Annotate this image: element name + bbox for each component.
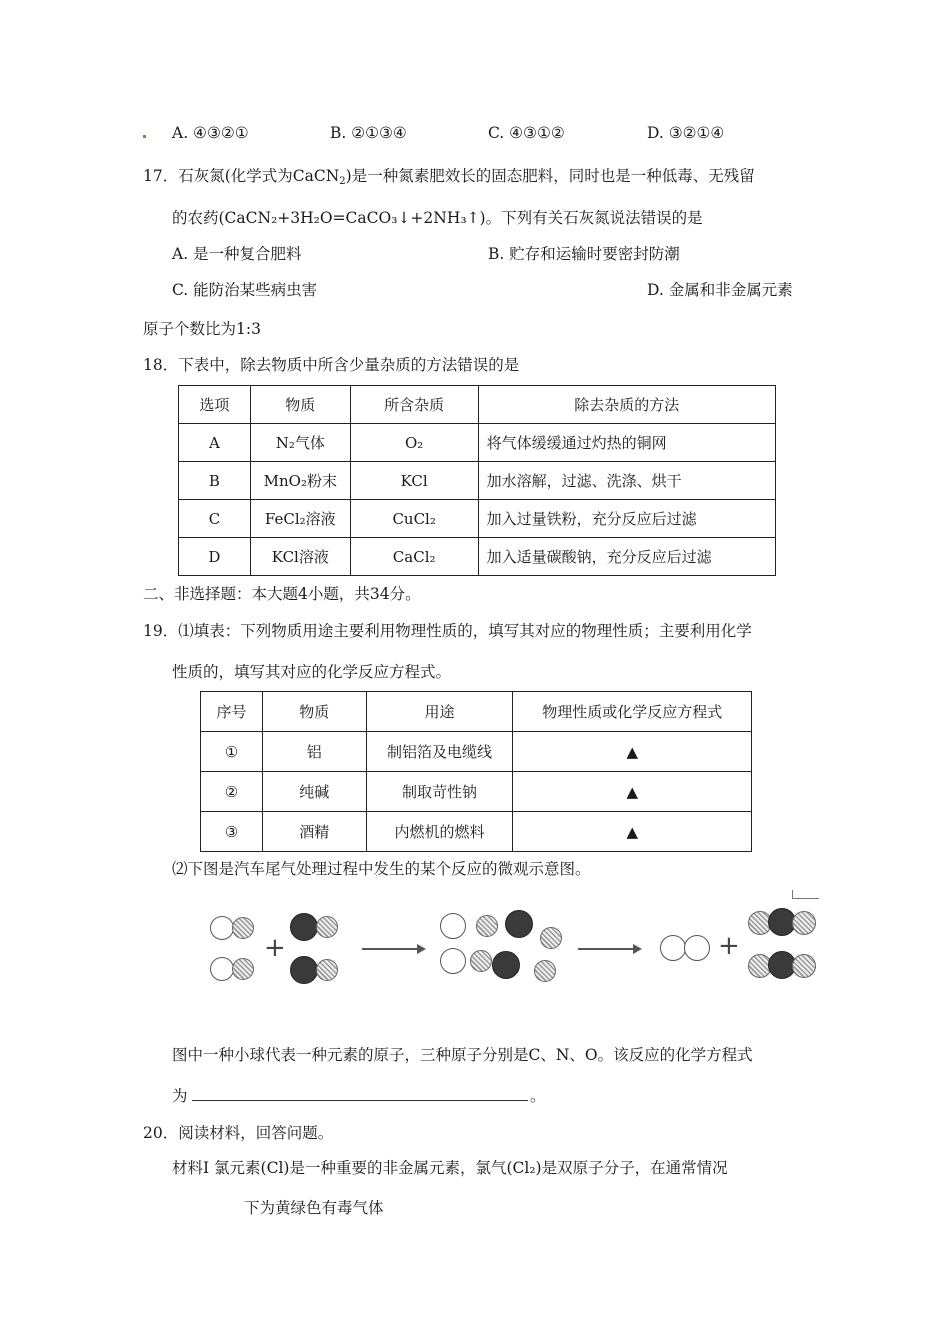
table-cell: 将气体缓缓通过灼热的铜网: [478, 424, 775, 462]
stray-dot: [143, 135, 146, 138]
table-row: [179, 500, 776, 538]
o-atom: [210, 916, 234, 940]
q16-option-b: B. ②①③④: [330, 124, 407, 142]
q17-option-b: B. 贮存和运输时要密封防潮: [488, 245, 680, 263]
q19-table: [200, 691, 752, 852]
q17-option-a: A. 是一种复合肥料: [172, 245, 302, 263]
equation-answer-blank[interactable]: [192, 1100, 528, 1101]
q19-header: 序号: [201, 692, 263, 732]
hatched-atom: [792, 954, 816, 978]
table-cell: D: [179, 538, 251, 576]
hatched-atom: [540, 927, 562, 949]
q18-header-row: [179, 386, 776, 424]
table-cell: 制铝箔及电缆线: [366, 732, 513, 772]
q18-header: 物质: [250, 386, 350, 424]
q17-option-d-cont: 原子个数比为1:3: [143, 320, 261, 338]
hatched-atom: [316, 959, 338, 981]
table-cell: MnO₂粉末: [250, 462, 350, 500]
q19-description: 图中一种小球代表一种元素的原子，三种原子分别是C、N、O。该反应的化学方程式: [172, 1046, 753, 1064]
dark-atom: [492, 951, 520, 979]
hatched-atom: [232, 917, 254, 939]
table-cell: O₂: [350, 424, 478, 462]
table-row: [201, 812, 752, 852]
table-cell: 纯碱: [262, 772, 366, 812]
table-cell: 酒精: [262, 812, 366, 852]
table-cell: 加入适量碳酸钠，充分反应后过滤: [478, 538, 775, 576]
q17-option-c: C. 能防治某些病虫害: [172, 281, 318, 299]
o-atom: [210, 957, 234, 981]
table-row: [179, 538, 776, 576]
section-heading: 二、非选择题：本大题4小题，共34分。: [143, 585, 421, 603]
answer-blank[interactable]: ▲: [513, 812, 752, 852]
table-cell: A: [179, 424, 251, 462]
table-cell: 铝: [262, 732, 366, 772]
hatched-atom: [470, 950, 492, 972]
plus-sign: +: [718, 931, 740, 961]
q19-header: 物理性质或化学反应方程式: [513, 692, 752, 732]
table-cell: 加水溶解，过滤、洗涤、烘干: [478, 462, 775, 500]
table-row: [201, 732, 752, 772]
q18-stem: 18．下表中，除去物质中所含少量杂质的方法错误的是: [143, 356, 520, 374]
o-atom: [440, 913, 466, 939]
table-cell: KCl: [350, 462, 478, 500]
plus-sign: +: [264, 933, 286, 963]
dark-atom: [290, 913, 318, 941]
hatched-atom: [316, 916, 338, 938]
q19-header-row: [201, 692, 752, 732]
hatched-atom: [476, 915, 498, 937]
o-atom: [684, 935, 710, 961]
q19-part2: ⑵下图是汽车尾气处理过程中发生的某个反应的微观示意图。: [172, 860, 591, 878]
hatched-atom: [534, 960, 556, 982]
q17-line2: 的农药(CaCN₂+3H₂O=CaCO₃↓+2NH₃↑)。下列有关石灰氮说法错误的是: [172, 209, 703, 227]
o-atom: [440, 948, 466, 974]
reaction-arrow: [578, 948, 640, 950]
table-cell: ②: [201, 772, 263, 812]
table-row: [201, 772, 752, 812]
table-cell: B: [179, 462, 251, 500]
q19-answer-prefix: 为: [172, 1087, 188, 1105]
q16-option-a: A. ④③②①: [172, 124, 249, 142]
q18-header: 除去杂质的方法: [478, 386, 775, 424]
q19-header: 物质: [262, 692, 366, 732]
q16-option-d: D. ③②①④: [647, 124, 725, 142]
q19-header: 用途: [366, 692, 513, 732]
answer-blank[interactable]: ▲: [513, 772, 752, 812]
q19-line1: 19．⑴填表：下列物质用途主要利用物理性质的，填写其对应的物理性质；主要利用化学: [143, 622, 752, 640]
o-atom: [660, 935, 686, 961]
reaction-arrow: [362, 948, 424, 950]
q18-header: 选项: [179, 386, 251, 424]
dark-atom: [505, 910, 533, 938]
table-row: [179, 424, 776, 462]
q19-answer-suffix: 。: [530, 1087, 546, 1105]
corner-mark: [792, 890, 819, 899]
table-cell: CaCl₂: [350, 538, 478, 576]
table-cell: 制取苛性钠: [366, 772, 513, 812]
hatched-atom: [232, 958, 254, 980]
q17-line1: 17．石灰氮(化学式为CaCN$_2$)是一种氮素肥效长的固态肥料，同时也是一种低毒、无残留: [143, 167, 755, 187]
hatched-atom: [792, 911, 816, 935]
table-cell: N₂气体: [250, 424, 350, 462]
q16-option-c: C. ④③①②: [488, 124, 565, 142]
table-cell: FeCl₂溶液: [250, 500, 350, 538]
table-row: [179, 462, 776, 500]
table-cell: CuCl₂: [350, 500, 478, 538]
table-cell: ①: [201, 732, 263, 772]
dark-atom: [290, 956, 318, 984]
table-cell: 加入过量铁粉，充分反应后过滤: [478, 500, 775, 538]
q20-material-line2: 下为黄绿色有毒气体: [244, 1199, 384, 1217]
answer-blank[interactable]: ▲: [513, 732, 752, 772]
table-cell: ③: [201, 812, 263, 852]
table-cell: 内燃机的燃料: [366, 812, 513, 852]
q18-table: [178, 385, 776, 576]
q19-line2: 性质的，填写其对应的化学反应方程式。: [172, 663, 452, 681]
q18-header: 所含杂质: [350, 386, 478, 424]
q20-material-line1: 材料Ⅰ 氯元素(Cl)是一种重要的非金属元素，氯气(Cl₂)是双原子分子，在通常情况: [172, 1159, 728, 1177]
q20-stem: 20．阅读材料，回答问题。: [143, 1124, 334, 1142]
q17-option-d: D. 金属和非金属元素: [647, 281, 793, 299]
table-cell: C: [179, 500, 251, 538]
table-cell: KCl溶液: [250, 538, 350, 576]
